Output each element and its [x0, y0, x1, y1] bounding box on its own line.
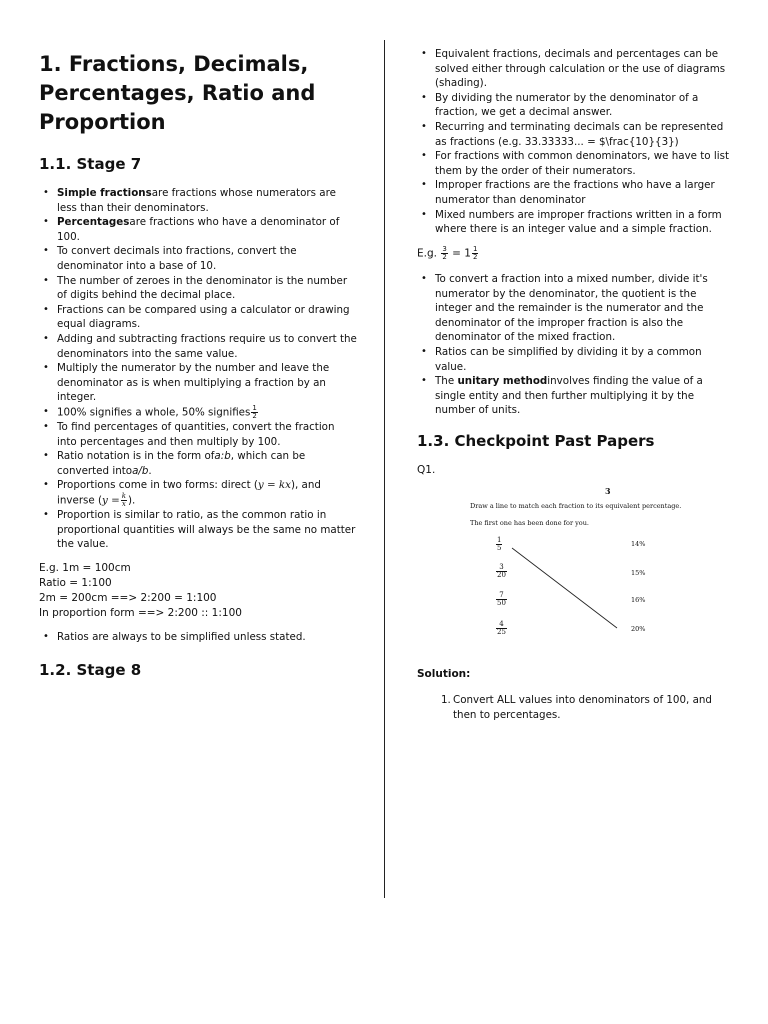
stage7-final-list	[39, 630, 357, 645]
past-papers-heading: 1.3. Checkpoint Past Papers	[417, 432, 655, 450]
solution-label: Solution:	[417, 668, 471, 680]
question-label: Q1.	[417, 464, 436, 476]
list-item: • By dividing the numerator by the denominator of a fraction, we get a decimal answer.	[417, 91, 733, 120]
list-item: • To find percentages of quantities, convert the fraction into percentages and then multiply by 100.	[39, 420, 357, 449]
stage8-list-2	[417, 272, 733, 418]
question-fraction: $\frac{4}{25}$	[497, 620, 506, 636]
question-number: 3	[605, 486, 611, 496]
list-item: • 100% signifies a whole, 50% signifies $\frac{1}{2}$	[39, 405, 357, 420]
question-image	[465, 482, 705, 642]
question-instruction: The first one has been done for you.	[470, 519, 589, 527]
list-item: • Mixed numbers are improper fractions written in a form where there is an integer value and a simple fraction.	[417, 208, 733, 237]
mixed-number-example: E.g. $\frac{3}{2}$ = 1 $\frac{1}{2}$	[417, 245, 478, 261]
question-percentage: 16%	[631, 596, 646, 604]
question-percentage: 20%	[631, 625, 646, 633]
solution-steps	[441, 693, 731, 722]
list-item: • Recurring and terminating decimals can be represented as fractions (e.g. 33.33333... = $\frac{10}{3})	[417, 120, 733, 149]
list-item: • For fractions with common denominators, we have to list them by the order of their numerators.	[417, 149, 733, 178]
ratio-examples: E.g. 1m = 100cm Ratio = 1:100 2m = 200cm ==> 2:200 = 1:100 In proportion form ==> 2:200 :: 1:100	[39, 562, 242, 619]
list-item: • Percentagesare fractions who have a denominator of 100.	[39, 215, 357, 244]
stage8-list	[417, 47, 733, 237]
list-item: • The number of zeroes in the denominator is the number of digits behind the decimal place.	[39, 274, 357, 303]
fraction: $\frac{1}{2}$	[252, 403, 257, 420]
list-item: • Adding and subtracting fractions require us to convert the denominators into the same value.	[39, 332, 357, 361]
fraction: $\frac{k}{x}$	[121, 491, 127, 508]
fraction: $\frac{1}{2}$	[472, 245, 478, 261]
list-item: • To convert decimals into fractions, convert the denominator into a base of 10.	[39, 244, 357, 273]
list-item: • The unitary methodinvolves finding the value of a single entity and then further multiplying it by the number of units.	[417, 374, 733, 418]
list-item: 1. Convert ALL values into denominators of 100, and then to percentages.	[441, 694, 712, 721]
fraction: $\frac{3}{2}$	[442, 245, 447, 261]
list-item: • To convert a fraction into a mixed number, divide it's numerator by the denominator, the quotient is the integer and the remainder is the numerator and the denominator of the improper fraction is also the denominator of the mixed fraction.	[417, 272, 733, 345]
list-item: • Equivalent fractions, decimals and percentages can be solved either through calculation or the use of diagrams (shading).	[417, 47, 733, 91]
list-item: • Fractions can be compared using a calculator or drawing equal diagrams.	[39, 303, 357, 332]
question-percentage: 15%	[631, 569, 646, 577]
list-item: • Ratio notation is in the form ofa:b, which can be converted intoa/b.	[39, 449, 357, 478]
list-item: • Improper fractions are the fractions who have a larger numerator than denominator	[417, 178, 733, 207]
match-line	[465, 482, 705, 642]
question-fraction: $\frac{3}{20}$	[497, 563, 506, 579]
list-item: • Proportions come in two forms: direct (y = kx), and inverse (y = $\frac{k}{x}$ ).	[39, 478, 357, 508]
list-item: • Proportion is similar to ratio, as the common ratio in proportional quantities will always be the same no matter the value.	[39, 508, 357, 552]
list-item: • Multiply the numerator by the number and leave the denominator as is when multiplying a fraction by an integer.	[39, 361, 357, 405]
stage8-heading: 1.2. Stage 8	[39, 661, 142, 679]
question-fraction: $\frac{1}{5}$	[497, 536, 502, 552]
page-title: 1. Fractions, Decimals, Percentages, Ratio and Proportion	[39, 52, 316, 134]
list-item: • Ratios are always to be simplified unless stated.	[39, 630, 357, 645]
stage7-list	[39, 186, 357, 552]
question-fraction: $\frac{7}{50}$	[497, 591, 506, 607]
column-divider	[384, 40, 385, 898]
list-item: • Ratios can be simplified by dividing it by a common value.	[417, 345, 733, 374]
question-instruction: Draw a line to match each fraction to its equivalent percentage.	[470, 502, 682, 510]
list-item: • Simple fractionsare fractions whose numerators are less than their denominators.	[39, 186, 357, 215]
stage7-heading: 1.1. Stage 7	[39, 155, 142, 173]
question-percentage: 14%	[631, 540, 646, 548]
